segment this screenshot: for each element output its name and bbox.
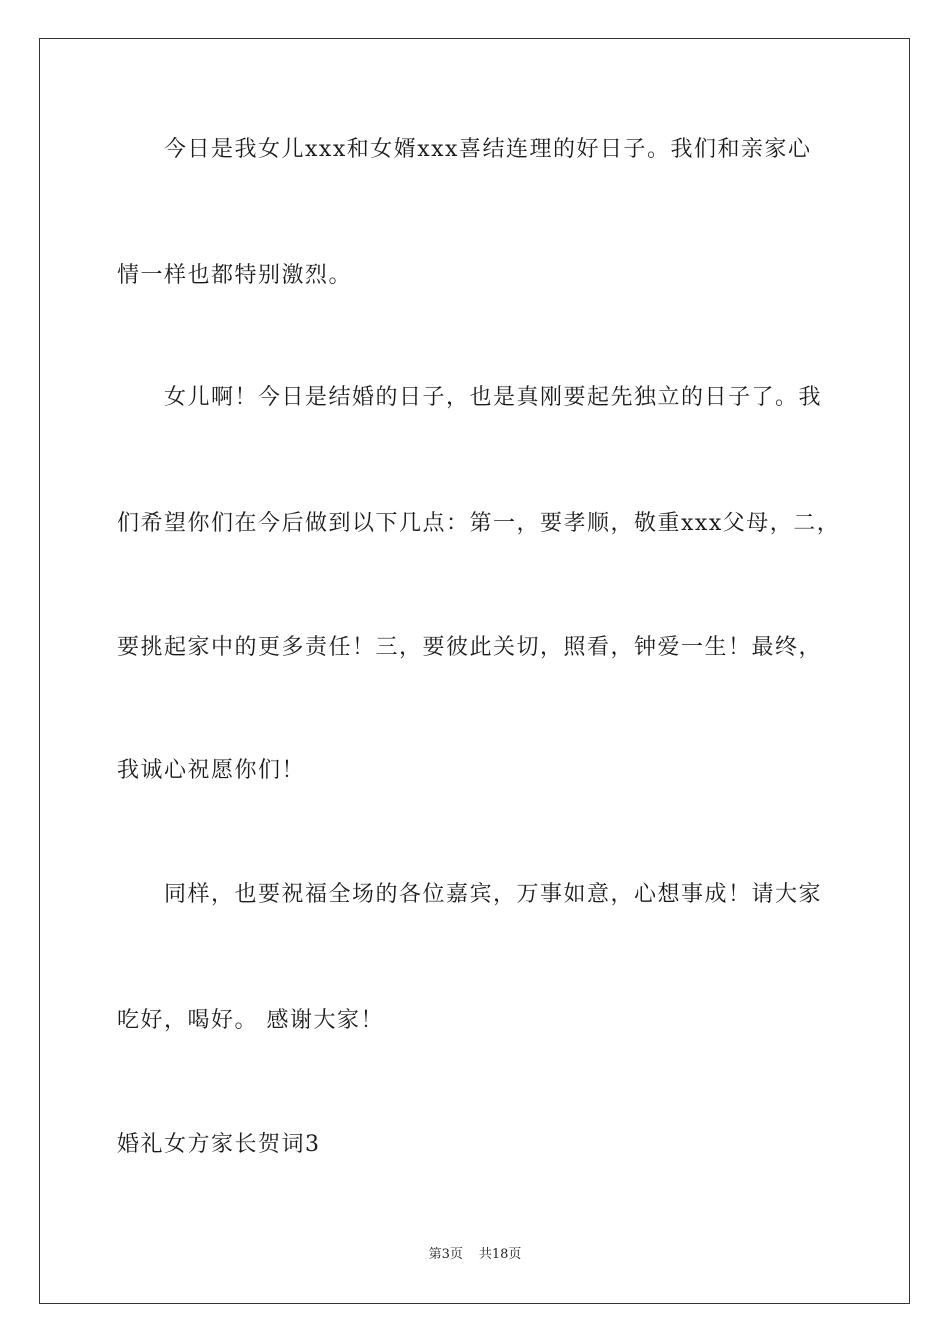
paragraph-2-line-3: 要挑起家中的更多责任！三，要彼此关切，照看，钟爱一生！最终，	[117, 635, 823, 660]
paragraph-1-line-2: 情一样也都特别激烈。	[117, 263, 353, 288]
page-footer	[0, 1246, 950, 1264]
page-total: 共18页	[478, 1247, 522, 1262]
paragraph-2-line-4: 我诚心祝愿你们！	[117, 758, 306, 783]
page-border	[39, 38, 910, 1304]
paragraph-3-line-1: 同样，也要祝福全场的各位嘉宾，万事如意，心想事成！请大家	[117, 882, 823, 907]
paragraph-3-line-2: 吃好，喝好。 感谢大家！	[117, 1008, 384, 1033]
page-number: 第3页	[428, 1247, 463, 1262]
section-heading: 婚礼女方家长贺词3	[117, 1132, 321, 1157]
paragraph-1-line-1: 今日是我女儿xxx和女婿xxx喜结连理的好日子。我们和亲家心	[117, 137, 812, 162]
paragraph-2-line-1: 女儿啊！今日是结婚的日子，也是真刚要起先独立的日子了。我	[117, 385, 823, 410]
paragraph-2-line-2: 们希望你们在今后做到以下几点：第一，要孝顺，敬重xxx父母，二，	[117, 511, 841, 536]
